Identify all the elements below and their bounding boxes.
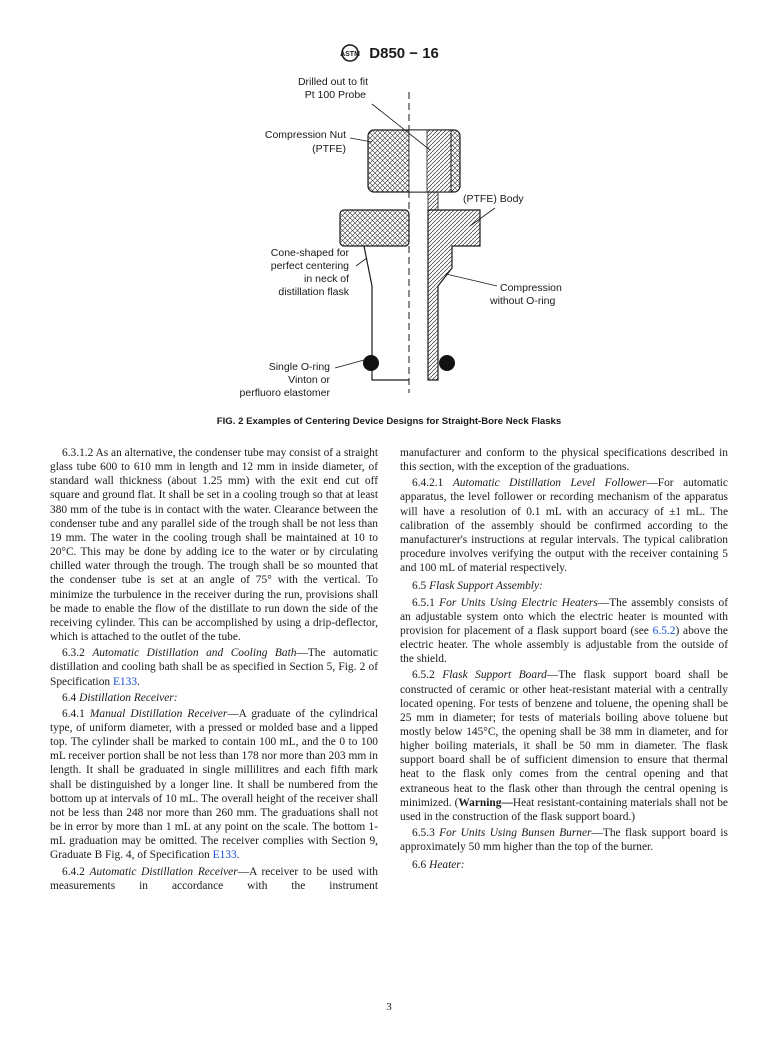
standard-designation: D850 − 16 [369, 45, 439, 62]
label-cone-2: perfect centering [270, 260, 349, 272]
compression-nut-shape [368, 130, 460, 192]
para-6-4: 6.4 Distillation Receiver: [62, 691, 178, 704]
right-column [400, 446, 728, 875]
body-flange-shape [340, 210, 409, 246]
label-cone-4: distillation flask [278, 286, 349, 298]
label-cone-3: in neck of [304, 273, 349, 285]
para-continued: manufacturer and conform to the physical specifications described in this section, with the exception of the graduations. [400, 447, 728, 474]
label-oring-2: Vinton or [288, 374, 330, 386]
label-body: (PTFE) Body [463, 193, 524, 205]
para-6-5: 6.5 Flask Support Assembly: [412, 580, 543, 593]
ptfe-body-section [428, 210, 480, 380]
para-6-4-2-1: 6.4.2.1 Automatic Distillation Level Follower—For automatic apparatus, the level follower or recording mechanism of the apparatus will have a resolution of 0.1 mL with an accuracy of ±1 mL. The calibration of the assembly should be confirmed according to the manufacturer's instructions at regular intervals. The typical calibration procedure involves verifying the output with the receiver containing 5 and 100 mL of material respectively. [400, 477, 728, 575]
label-nut-2: (PTFE) [312, 143, 346, 155]
label-compression-2: without O-ring [490, 295, 556, 307]
label-drilled-1: Drilled out to fit [297, 76, 368, 88]
o-ring-left-shape [363, 355, 379, 371]
para-6-3-2: 6.3.2 Automatic Distillation and Cooling Bath—The automatic distillation and cooling bath shall be as specified in Section 5, Fig. 2 of Specification E133. [50, 647, 378, 688]
label-cone-1: Cone-shaped for [270, 247, 349, 259]
para-6-3-1-2: 6.3.1.2 As an alternative, the condenser tube may consist of a straight glass tube 600 to 610 mm in length and 12 mm in inside diameter, of standard wall thickness (about 1.25 mm) with the exit end cut off square and ground flat. It shall be set in a cooling trough so that at least 380 mm of the tube is in contact with the water. Clearance between the condenser tube and any parallel side of the trough shall be not less than 19 mm. The water in the cooling trough shall be maintained at 10 to 20°C. This may be done by adding ice to the water or by circulating chilled water through the trough. The trough shall be so mounted that the condenser tube is set at an angle of 75° with the vertical. To minimize the turbulence in the receiver during the run, provisions shall be made to enable the flow of the distillate to run down the side of the receiving cylinder. This can be accomplished by using a drip-deflector, which is attached to the outlet of the tube. [50, 447, 379, 644]
link-6-5-2[interactable]: 6.5.2 [652, 624, 676, 637]
probe-bore-shape [428, 192, 438, 210]
svg-text:ASTM: ASTM [340, 51, 361, 58]
label-nut-1: Compression Nut [264, 129, 346, 141]
centering-device-figure [0, 68, 778, 418]
figure-caption: FIG. 2 Examples of Centering Device Designs for Straight-Bore Neck Flasks [216, 416, 562, 427]
para-6-5-1: 6.5.1 For Units Using Electric Heaters—The assembly consists of an adjustable system onto which the electric heater is mounted with provision for placement of a flask support board (see 6.5.2) above the electric heater. The whole assembly is adjustable from the outside of the shield. [400, 596, 728, 666]
link-e133-2[interactable]: E133 [212, 849, 237, 862]
para-6-5-3: 6.5.3 For Units Using Bunsen Burner—The flask support board is approximately 50 mm higher than the top of the burner. [400, 827, 728, 854]
page-number: 3 [386, 1001, 392, 1013]
para-6-5-2: 6.5.2 Flask Support Board—The flask support board shall be constructed of ceramic or other heat-resistant material with a centrally located opening. For tests of benzene and toluene, the opening shall be 25 mm in diameter; for tests of materials boiling above toluene but mostly below 145°C, the opening shall be 38 mm in diameter, and for higher boiling materials, it shall be 50 mm in diameter. The flask support board shall be of sufficient dimension to ensure that thermal heat to the flask only comes from the central opening and that extraneous heat to the flask other than through the central opening is minimized. (Warning—Heat resistant-containing materials shall not be used in the construction of the flask support board.) [400, 669, 728, 823]
left-column [50, 446, 378, 895]
label-oring-1: Single O-ring [268, 361, 330, 373]
link-e133[interactable]: E133 [112, 675, 138, 688]
para-6-4-2: 6.4.2 Automatic Distillation Receiver—A receiver to be used with measurements in accordance with the instrument [50, 865, 378, 892]
para-6-4-1: 6.4.1 Manual Distillation Receiver—A graduate of the cylindrical type, of uniform diameter, with a pressed or molded base and a lipped top. The cylinder shall be marked to contain 100 mL, and the 0 to 100 mL receiver portion shall be not less than 178 nor more than 203 mm in length. It shall be graduated in single millilitres and each fifth mark shall be distinguished by a longer line. It shall be numbered from the bottom up at intervals of 10 mL. The overall height of the receiver shall not be less than 248 nor more than 260 mm. The graduations shall not be in error by more than 1 mL at any point on the scale. The bottom 1-mL graduation may be omitted. The receiver complies with Section 9, Graduate B Fig. 4, of Specification E133. [50, 707, 378, 862]
label-compression-1: Compression [500, 282, 562, 294]
para-6-6: 6.6 Heater: [412, 859, 465, 872]
page-header [0, 44, 778, 62]
label-drilled-2: Pt 100 Probe [304, 89, 366, 101]
o-ring-right-shape [439, 355, 455, 371]
label-oring-3: perfluoro elastomer [239, 387, 330, 399]
astm-logo-icon [339, 44, 361, 62]
